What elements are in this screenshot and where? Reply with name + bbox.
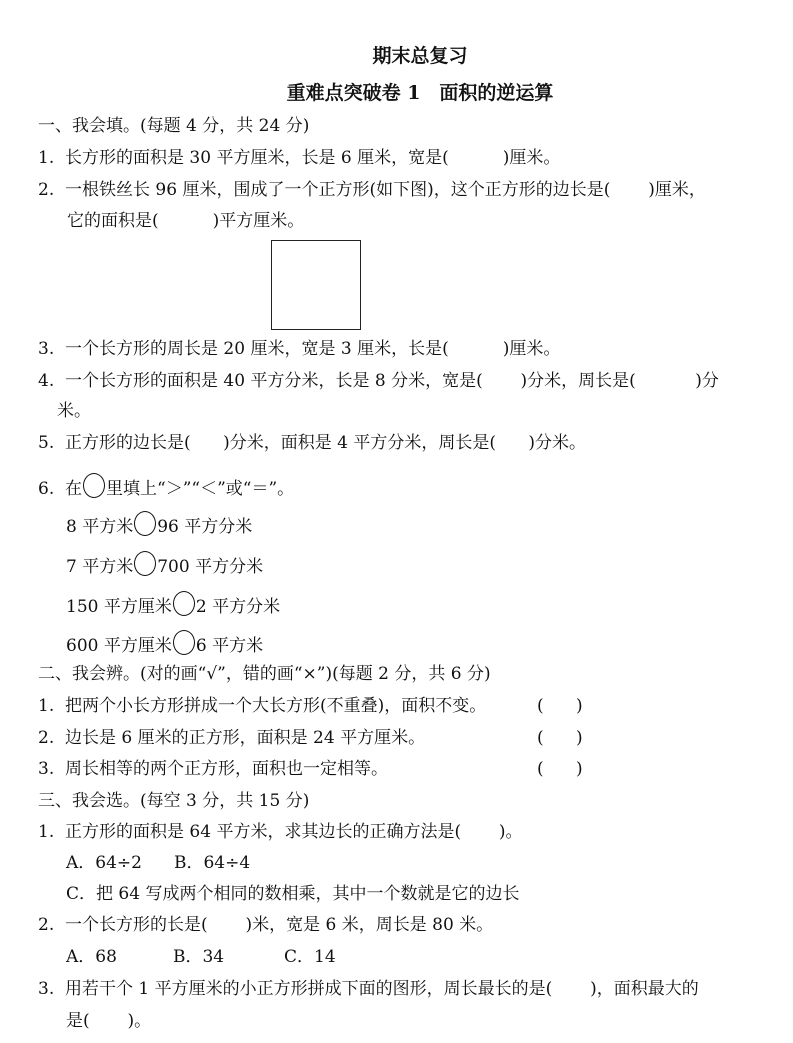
compare-right: 6 平方米 [195,636,264,656]
judge-item-3: 3. 周长相等的两个正方形，面积也一定相等。 [38,759,389,779]
compare-right: 96 平方分米 [157,517,253,537]
answer-circle[interactable] [173,591,195,616]
question-1-2-cont: 它的面积是( )平方厘米。 [67,211,305,231]
question-1-4: 4. 一个长方形的面积是 40 平方分米，长是 8 分米，宽是( )分米，周长是( )分 [38,371,719,391]
judge-blank-3[interactable]: ( ) [537,759,583,779]
square-figure [271,240,361,330]
option-b[interactable]: B．64÷4 [174,853,251,873]
judge-blank-1[interactable]: ( ) [537,696,583,716]
answer-circle[interactable] [134,551,156,576]
compare-row [66,511,252,538]
q6-suffix: 里填上“＞”“＜”或“＝”。 [106,479,295,499]
judge-item-1: 1. 把两个小长方形拼成一个大长方形(不重叠)，面积不变。 [38,696,487,716]
option-b[interactable]: B．34 [173,947,225,967]
answer-circle[interactable] [134,511,156,536]
option-c[interactable]: C．把 64 写成两个相同的数相乘，其中一个数就是它的边长 [66,884,520,904]
q6-prefix: 6. 在 [38,479,83,499]
option-c[interactable]: C．14 [284,947,336,967]
choice-question-3-cont: 是( )。 [66,1011,152,1031]
circle-icon [83,473,105,498]
question-1-1: 1. 长方形的面积是 30 平方厘米，长是 6 厘米，宽是( )厘米。 [38,148,561,168]
question-1-3: 3. 一个长方形的周长是 20 厘米，宽是 3 厘米，长是( )厘米。 [38,339,561,359]
compare-right: 700 平方分米 [157,557,264,577]
compare-row [66,551,263,578]
doc-subtitle: 重难点突破卷 1 面积的逆运算 [286,82,554,104]
judge-blank-2[interactable]: ( ) [537,728,583,748]
compare-row [66,591,280,618]
judge-item-2: 2. 边长是 6 厘米的正方形，面积是 24 平方厘米。 [38,728,426,748]
section3-heading: 三、我会选。(每空 3 分，共 15 分) [38,791,310,811]
option-a[interactable]: A．64÷2 [66,853,142,873]
compare-left: 7 平方米 [66,557,134,577]
compare-right: 2 平方分米 [195,597,281,617]
question-1-2: 2. 一根铁丝长 96 厘米，围成了一个正方形(如下图)，这个正方形的边长是( )厘米， [38,180,706,200]
section1-heading: 一、我会填。(每题 4 分，共 24 分) [38,116,310,136]
compare-row [66,630,263,657]
doc-title: 期末总复习 [372,45,468,67]
question-1-6 [38,473,294,500]
compare-left: 150 平方厘米 [66,597,172,617]
compare-left: 8 平方米 [66,517,134,537]
compare-left: 600 平方厘米 [66,636,172,656]
choice-question-1: 1. 正方形的面积是 64 平方米，求其边长的正确方法是( )。 [38,822,523,842]
option-a[interactable]: A．68 [66,947,117,967]
answer-circle[interactable] [173,630,195,655]
question-1-4-cont: 米。 [57,401,91,421]
choice-question-3: 3. 用若干个 1 平方厘米的小正方形拼成下面的图形，周长最长的是( )，面积最大的 [38,979,699,999]
question-1-5: 5. 正方形的边长是( )分米，面积是 4 平方分米，周长是( )分米。 [38,433,587,453]
choice-question-2: 2. 一个长方形的长是( )米，宽是 6 米，周长是 80 米。 [38,915,494,935]
section2-heading: 二、我会辨。(对的画“√”，错的画“×”)(每题 2 分，共 6 分) [38,664,491,684]
